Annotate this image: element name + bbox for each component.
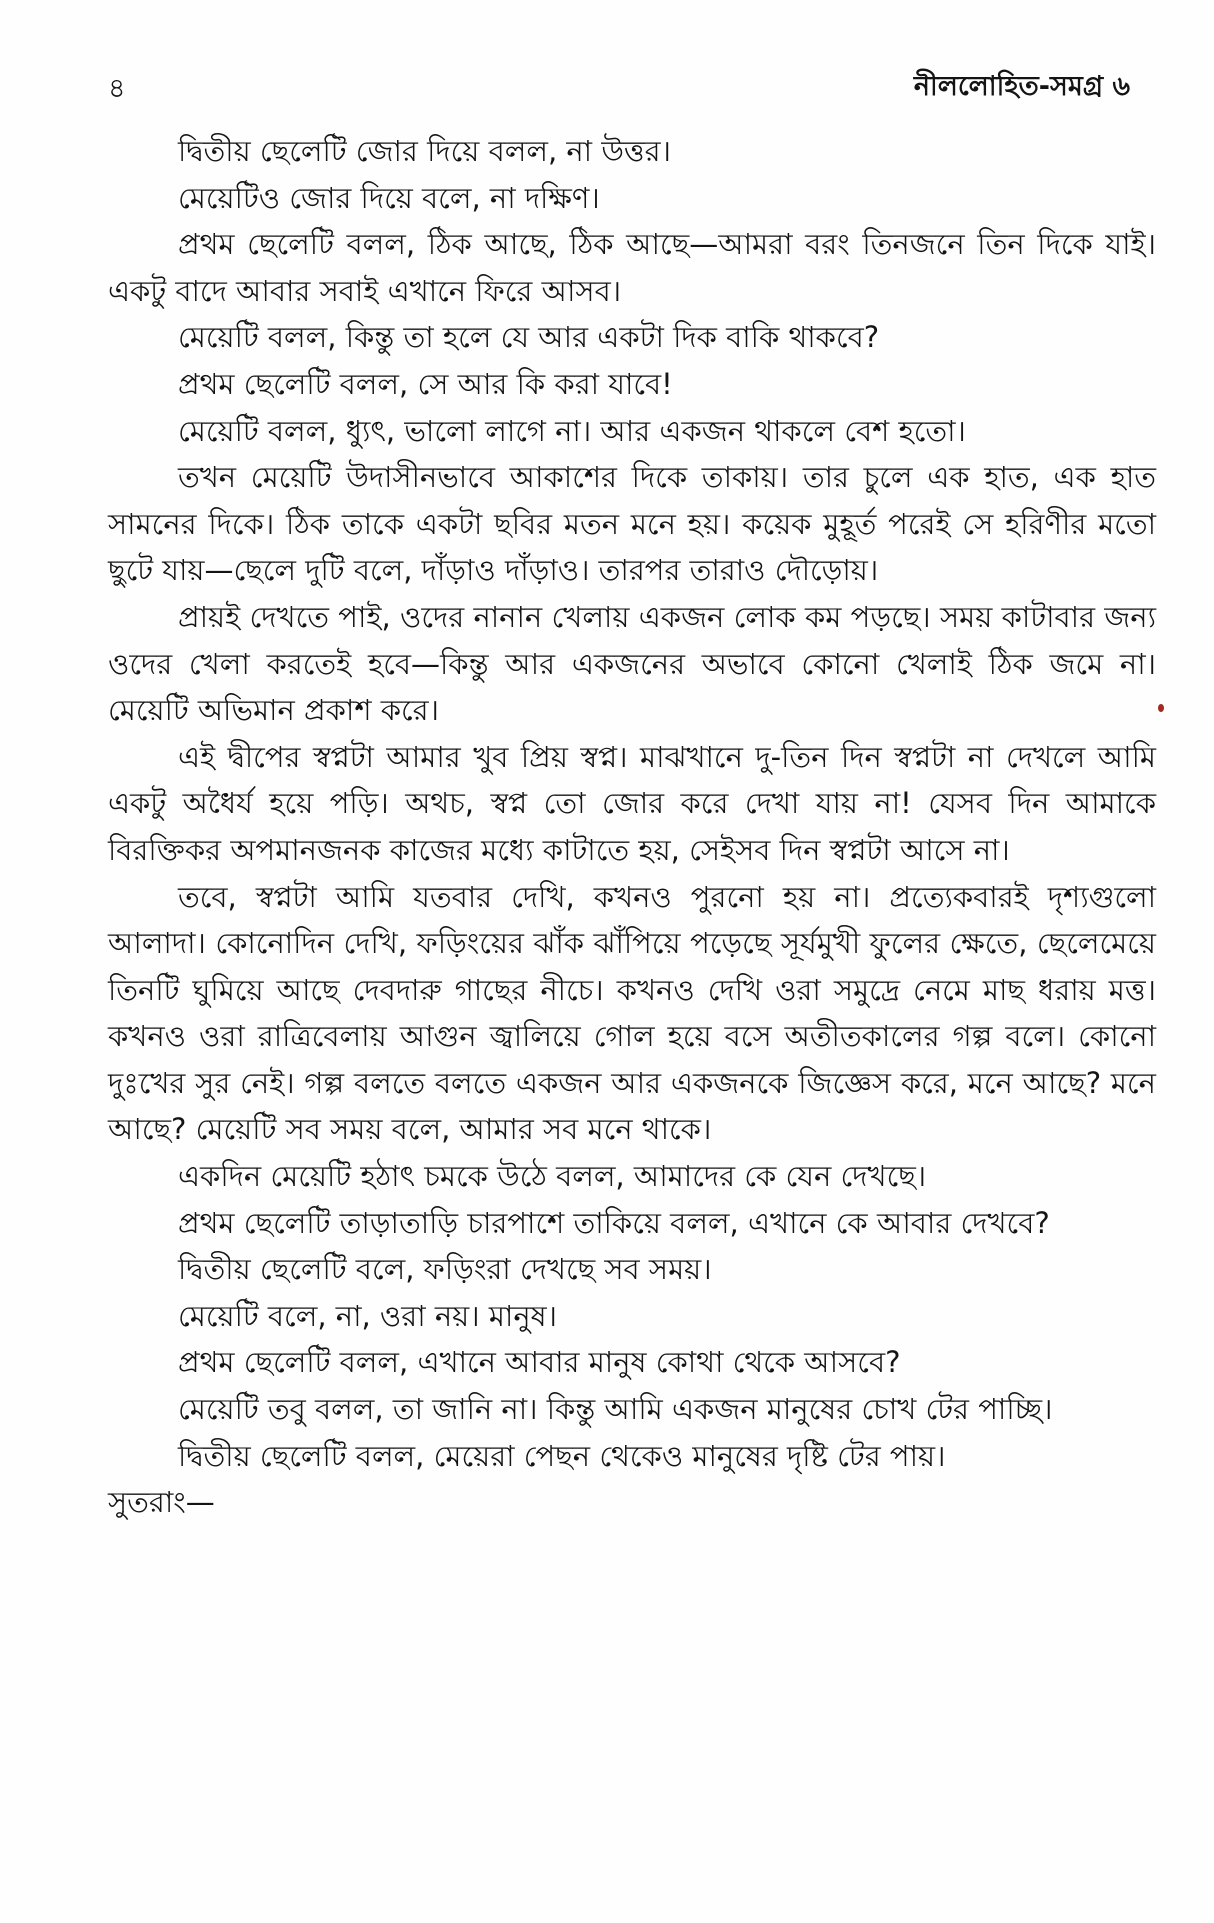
body-text [108,128,1156,1526]
ink-speck [1158,704,1164,712]
paragraph: প্রথম ছেলেটি তাড়াতাড়ি চারপাশে তাকিয়ে বলল, এখানে কে আবার দেখবে? [178,1205,1050,1240]
paragraph: দ্বিতীয় ছেলেটি বলল, মেয়েরা পেছন থেকেও মানুষের দৃষ্টি টের পায়। [178,1438,946,1473]
closing-word: সুতরাং— [108,1485,215,1520]
paragraph: মেয়েটি বলল, কিন্তু তা হলে যে আর একটা দিক বাকি থাকবে? [178,320,880,355]
paragraph: মেয়েটি বলে, না, ওরা নয়। মানুষ। [178,1298,558,1333]
paragraph: এই দ্বীপের স্বপ্নটা আমার খুব প্রিয় স্বপ্ন। মাঝখানে দু-তিন দিন স্বপ্নটা না দেখলে আমি একটু অধৈর্য হয়ে পড়ি। অথচ, স্বপ্ন তো জোর করে দেখা যায় না! যেসব দিন আমাকে বিরক্তিকর অপমানজনক কাজের মধ্যে কাটাতে হয়, সেইসব দিন স্বপ্নটা আসে না। [108,739,1156,867]
paragraph: তখন মেয়েটি উদাসীনভাবে আকাশের দিকে তাকায়। তার চুলে এক হাত, এক হাত সামনের দিকে। ঠিক তাকে একটা ছবির মতন মনে হয়। কয়েক মুহূর্ত পরেই সে হরিণীর মতো ছুটে যায়—ছেলে দুটি বলে, দাঁড়াও দাঁড়াও। তারপর তারাও দৌড়োয়। [108,460,1156,588]
page-number: ৪ [108,73,126,104]
paragraph: প্রায়ই দেখতে পাই, ওদের নানান খেলায় একজন লোক কম পড়ছে। সময় কাটাবার জন্য ওদের খেলা করতেই হবে—কিন্তু আর একজনের অভাবে কোনো খেলাই ঠিক জমে না। মেয়েটি অভিমান প্রকাশ করে। [108,599,1156,728]
paragraph: একদিন মেয়েটি হঠাৎ চমকে উঠে বলল, আমাদের কে যেন দেখছে। [178,1159,927,1194]
paragraph: মেয়েটি তবু বলল, তা জানি না। কিন্তু আমি একজন মানুষের চোখ টের পাচ্ছি। [178,1392,1053,1427]
paragraph: প্রথম ছেলেটি বলল, ঠিক আছে, ঠিক আছে—আমরা বরং তিনজনে তিন দিকে যাই। একটু বাদে আবার সবাই এখানে ফিরে আসব। [108,227,1156,308]
running-head [108,64,1152,104]
book-title: নীললোহিত-সমগ্র ৬ [913,71,1130,102]
paragraph: তবে, স্বপ্নটা আমি যতবার দেখি, কখনও পুরনো হয় না। প্রত্যেকবারই দৃশ্যগুলো আলাদা। কোনোদিন দেখি, ফড়িংয়ের ঝাঁক ঝাঁপিয়ে পড়েছে সূর্যমুখী ফুলের ক্ষেতে, ছেলেমেয়ে তিনটি ঘুমিয়ে আছে দেবদারু গাছের নীচে। কখনও দেখি ওরা সমুদ্রে নেমে মাছ ধরায় মত্ত। কখনও ওরা রাত্রিবেলায় আগুন জ্বালিয়ে গোল হয়ে বসে অতীতকালের গল্প বলে। কোনো দুঃখের সুর নেই। গল্প বলতে বলতে একজন আর একজনকে জিজ্ঞেস করে, মনে আছে? মনে আছে? মেয়েটি সব সময় বলে, আমার সব মনে থাকে। [108,879,1156,1147]
paragraph: প্রথম ছেলেটি বলল, এখানে আবার মানুষ কোথা থেকে আসবে? [178,1345,901,1380]
paragraph: দ্বিতীয় ছেলেটি জোর দিয়ে বলল, না উত্তর। [178,134,671,168]
paragraph: মেয়েটিও জোর দিয়ে বলে, না দক্ষিণ। [178,180,600,215]
paragraph: প্রথম ছেলেটি বলল, সে আর কি করা যাবে! [178,366,673,401]
paragraph: মেয়েটি বলল, ধ্যুৎ, ভালো লাগে না। আর একজন থাকলে বেশ হতো। [178,413,966,448]
paragraph: দ্বিতীয় ছেলেটি বলে, ফড়িংরা দেখছে সব সময়। [178,1252,712,1287]
